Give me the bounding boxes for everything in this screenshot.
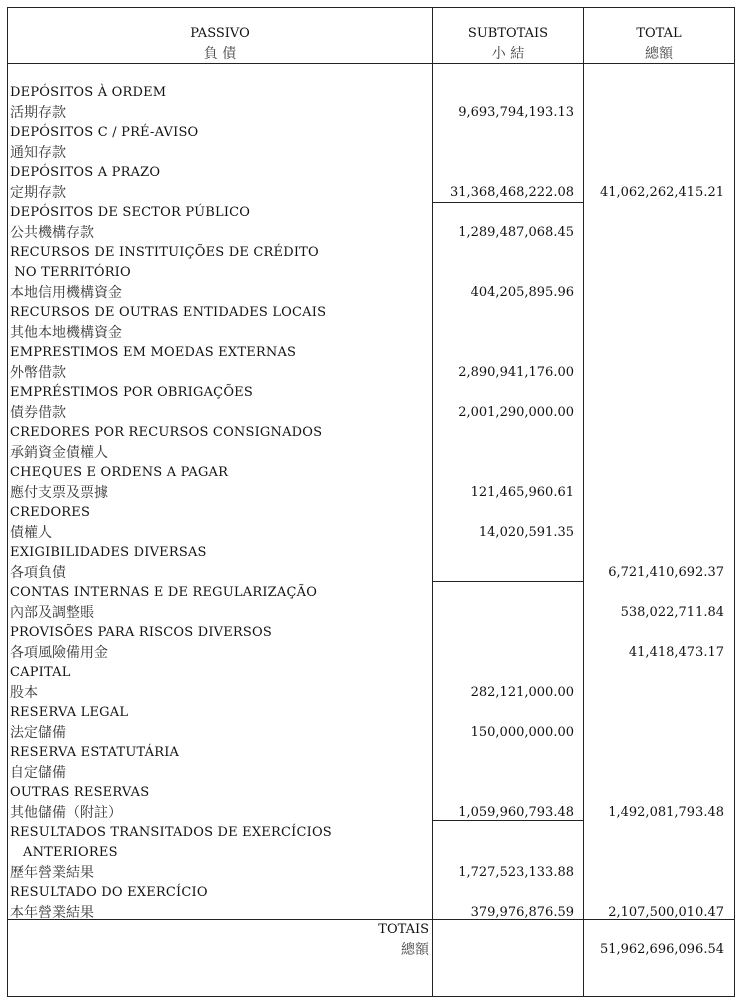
total-value: 538,022,711.84 <box>620 605 724 620</box>
total-value: 41,062,262,415.21 <box>599 185 724 200</box>
subtotal-value: 2,001,290,000.00 <box>458 405 574 420</box>
account-label-pt: CONTAS INTERNAS E DE REGULARIZAÇÃO <box>10 585 318 600</box>
account-label-zh: 本地信用機構資金 <box>10 285 122 301</box>
account-label-zh: 通知存款 <box>10 145 66 161</box>
account-label-pt: PROVISÕES PARA RISCOS DIVERSOS <box>10 625 272 640</box>
header-total-pt: TOTAL <box>636 26 682 41</box>
total-value: 41,418,473.17 <box>628 645 724 660</box>
subtotal-value: 9,693,794,193.13 <box>458 105 574 120</box>
account-label-zh: 債券借款 <box>10 405 66 421</box>
subtotal-value: 404,205,895.96 <box>470 285 574 300</box>
subtotal-value: 1,059,960,793.48 <box>458 805 574 820</box>
account-label-pt: EMPRÉSTIMOS POR OBRIGAÇÕES <box>10 385 253 400</box>
account-label-zh: 歷年營業結果 <box>10 865 94 881</box>
account-label-zh: 應付支票及票據 <box>10 485 108 501</box>
account-label-zh: 各項風險備用金 <box>10 645 108 661</box>
grand-total-value: 51,962,696,096.54 <box>599 942 724 957</box>
account-label-pt: DEPÓSITOS DE SECTOR PÚBLICO <box>10 205 251 220</box>
account-label-pt: RESULTADO DO EXERCÍCIO <box>10 885 208 900</box>
account-label-pt: DEPÓSITOS C / PRÉ-AVISO <box>10 125 199 140</box>
account-label-zh: 法定儲備 <box>10 725 66 741</box>
account-label-zh: 各項負債 <box>10 565 66 581</box>
account-label-zh: 承銷資金債權人 <box>10 445 108 461</box>
column-divider-2 <box>583 7 584 997</box>
account-label-pt: EXIGIBILIDADES DIVERSAS <box>10 545 207 560</box>
account-label-pt: RECURSOS DE INSTITUIÇÕES DE CRÉDITO <box>10 245 319 260</box>
subtotal-value: 31,368,468,222.08 <box>449 185 574 200</box>
account-label-pt-continued: NO TERRITÓRIO <box>10 265 131 280</box>
subtotal-value: 14,020,591.35 <box>478 525 574 540</box>
account-label-zh: 公共機構存款 <box>10 225 94 241</box>
subtotal-rule <box>433 202 583 203</box>
total-value: 1,492,081,793.48 <box>608 805 724 820</box>
total-value: 6,721,410,692.37 <box>608 565 724 580</box>
header-subtotais <box>433 24 583 64</box>
subtotal-value: 379,976,876.59 <box>470 905 574 920</box>
account-label-pt: DEPÓSITOS À ORDEM <box>10 85 167 100</box>
subtotal-rule <box>433 820 583 821</box>
header-passivo-pt: PASSIVO <box>190 26 250 41</box>
subtotal-value: 150,000,000.00 <box>470 725 574 740</box>
header-subtotais-pt: SUBTOTAIS <box>467 26 549 41</box>
account-label-zh: 股本 <box>10 685 38 701</box>
header-passivo-zh: 負 債 <box>203 46 237 62</box>
account-label-zh: 定期存款 <box>10 185 66 201</box>
account-label-pt: CAPITAL <box>10 665 71 680</box>
account-label-zh: 自定儲備 <box>10 765 66 781</box>
subtotal-value: 2,890,941,176.00 <box>458 365 574 380</box>
header-total <box>584 24 734 64</box>
account-label-pt: OUTRAS RESERVAS <box>10 785 150 800</box>
account-label-zh: 活期存款 <box>10 105 66 121</box>
account-label-pt: CREDORES POR RECURSOS CONSIGNADOS <box>10 425 323 440</box>
account-label-pt: RESERVA LEGAL <box>10 705 129 720</box>
subtotal-value: 121,465,960.61 <box>470 485 574 500</box>
account-label-pt-continued: ANTERIORES <box>10 845 118 860</box>
account-label-pt: DEPÓSITOS A PRAZO <box>10 165 161 180</box>
account-label-pt: CREDORES <box>10 505 91 520</box>
footer-totais-zh: 總額 <box>401 942 429 958</box>
account-label-zh: 債權人 <box>10 525 52 541</box>
subtotal-rule <box>433 581 583 582</box>
footer-totais <box>300 920 429 960</box>
account-label-pt: RECURSOS DE OUTRAS ENTIDADES LOCAIS <box>10 305 327 320</box>
subtotal-value: 1,727,523,133.88 <box>458 865 574 880</box>
subtotal-value: 1,289,487,068.45 <box>458 225 574 240</box>
account-label-pt: CHEQUES E ORDENS A PAGAR <box>10 465 229 480</box>
account-label-zh: 其他儲備（附註） <box>10 805 122 821</box>
account-label-zh: 內部及調整賬 <box>10 605 94 621</box>
subtotal-value: 282,121,000.00 <box>470 685 574 700</box>
account-label-zh: 外幣借款 <box>10 365 66 381</box>
account-label-zh: 本年營業結果 <box>10 905 94 921</box>
account-label-zh: 其他本地機構資金 <box>10 325 122 341</box>
header-subtotais-zh: 小 結 <box>491 46 525 62</box>
total-value: 2,107,500,010.47 <box>608 905 724 920</box>
header-passivo <box>8 24 432 64</box>
header-total-zh: 總額 <box>645 46 673 62</box>
account-label-pt: RESERVA ESTATUTÁRIA <box>10 745 180 760</box>
account-label-pt: RESULTADOS TRANSITADOS DE EXERCÍCIOS <box>10 825 332 840</box>
footer-totais-pt: TOTAIS <box>378 922 429 937</box>
account-label-pt: EMPRESTIMOS EM MOEDAS EXTERNAS <box>10 345 297 360</box>
